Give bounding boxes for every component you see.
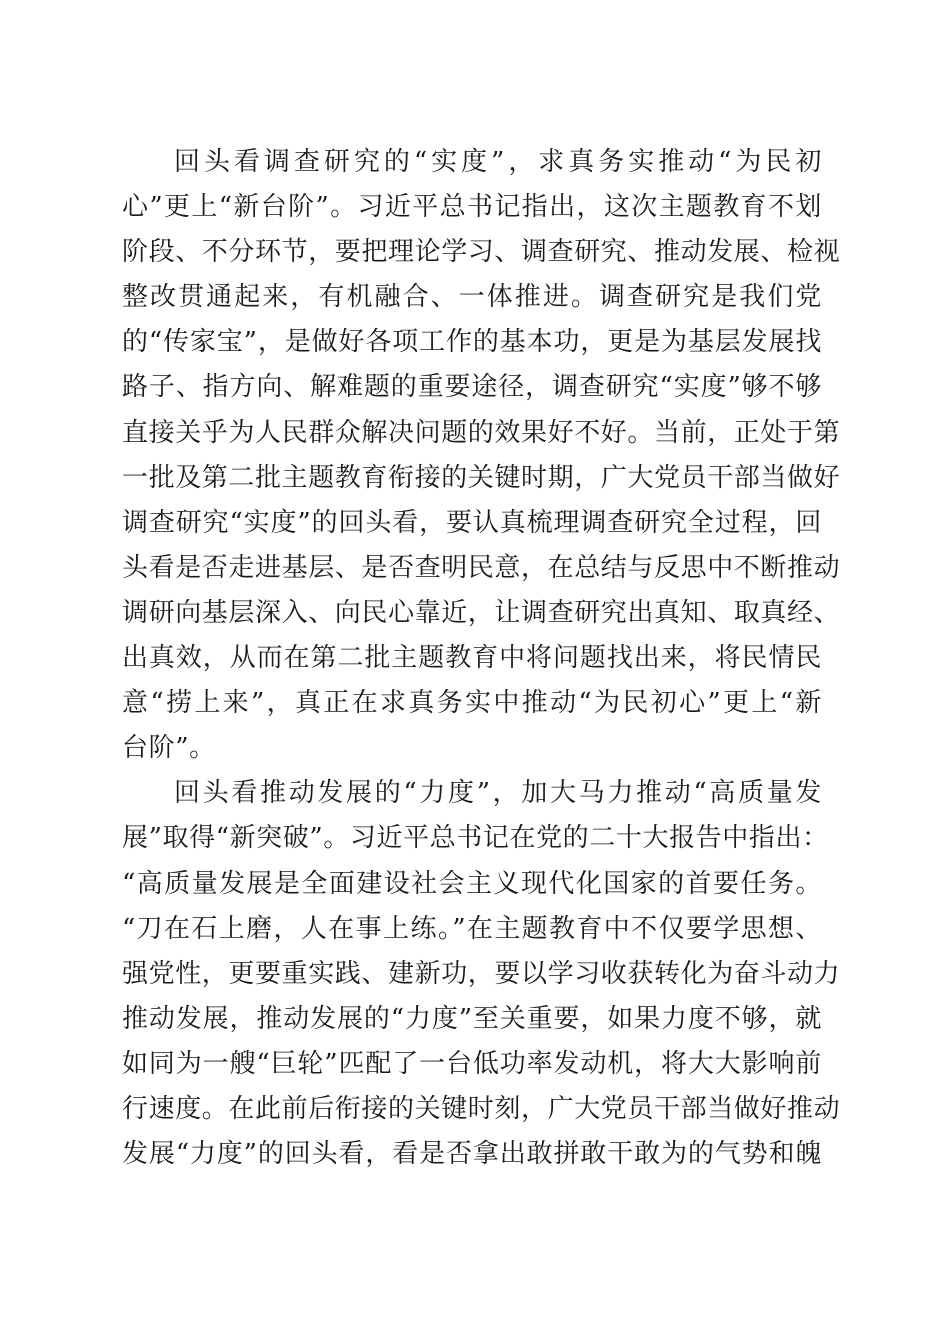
body-text <box>122 140 841 1177</box>
text-line: “刀在石上磨，人在事上练。”在主题教育中不仅要学思想、 <box>122 913 822 944</box>
text-line: 出真效，从而在第二批主题教育中将问题找出来，将民情民 <box>122 643 822 674</box>
text-line: “高质量发展是全面建设社会主义现代化国家的首要任务。 <box>122 868 822 899</box>
text-line: 展”取得“新突破”。习近平总书记在党的二十大报告中指出： <box>122 823 829 854</box>
text-line: 如同为一艘“巨轮”匹配了一台低功率发动机，将大大影响前 <box>122 1048 822 1079</box>
text-line: 强党性，更要重实践、建新功，要以学习收获转化为奋斗动力 <box>122 958 841 989</box>
text-line: 回头看调查研究的“实度”，求真务实推动“为民初 <box>174 147 822 177</box>
text-line: 意“捞上来”，真正在求真务实中推动“为民初心”更上“新 <box>122 688 822 719</box>
text-line: 调研向基层深入、向民心靠近，让调查研究出真知、取真经、 <box>122 597 841 628</box>
paragraph <box>122 140 841 771</box>
text-line: 整改贯通起来，有机融合、一体推进。调查研究是我们党 <box>122 282 822 313</box>
text-line: 直接关乎为人民群众解决问题的效果好不好。当前，正处于第 <box>122 417 841 448</box>
text-line: 推动发展，推动发展的“力度”至关重要，如果力度不够，就 <box>122 1003 822 1034</box>
text-line: 心”更上“新台阶”。习近平总书记指出，这次主题教育不划 <box>122 192 822 223</box>
text-line: 路子、指方向、解难题的重要途径，调查研究“实度”够不够 <box>122 372 822 403</box>
text-line: 阶段、不分环节，要把理论学习、调查研究、推动发展、检视 <box>122 237 841 268</box>
text-line: 台阶”。 <box>122 733 216 764</box>
text-line: 的“传家宝”，是做好各项工作的基本功，更是为基层发展找 <box>122 327 822 358</box>
text-line: 回头看推动发展的“力度”，加大马力推动“高质量发 <box>174 778 822 809</box>
text-line: 发展“力度”的回头看，看是否拿出敢拼敢干敢为的气势和魄 <box>122 1139 822 1170</box>
text-line: 调查研究“实度”的回头看，要认真梳理调查研究全过程，回 <box>122 507 822 538</box>
text-line: 一批及第二批主题教育衔接的关键时期，广大党员干部当做好 <box>122 462 841 493</box>
text-line: 行速度。在此前后衔接的关键时刻，广大党员干部当做好推动 <box>122 1093 841 1124</box>
text-line: 头看是否走进基层、是否查明民意，在总结与反思中不断推动 <box>122 552 841 583</box>
paragraph <box>122 771 841 1177</box>
